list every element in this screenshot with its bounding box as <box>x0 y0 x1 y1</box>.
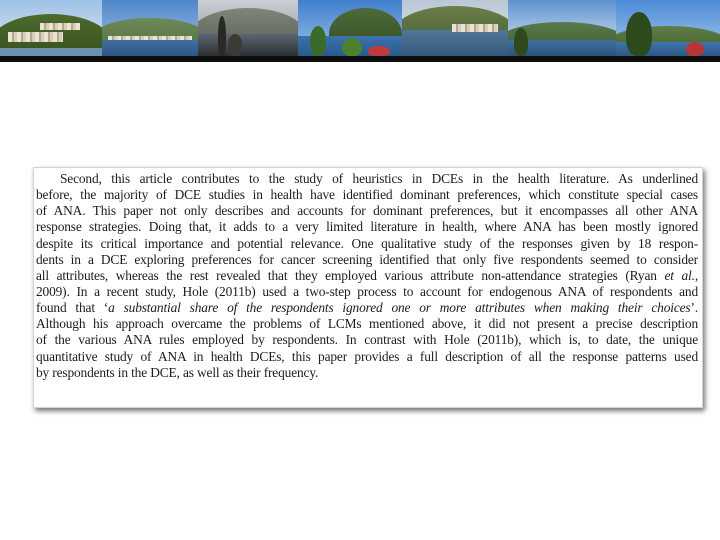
excerpt-line: quantitative study of ANA in health DCEs, this paper provides a full description of all the response patterns used <box>36 348 698 364</box>
excerpt-text: ’. <box>690 300 698 316</box>
excerpt-line: of the various ANA rules employed by respondents. In contrast with Hole (2011b), which is, to date, the unique <box>36 332 698 348</box>
banner-photo-hilltop-village <box>0 0 102 56</box>
excerpt-line: Second, this article contributes to the study of heuristics in DCEs in the health literature. As underlined <box>60 171 698 186</box>
banner-photo-lakeside-promenade <box>198 0 298 56</box>
banner-photo-aerial-lake-view <box>402 0 508 56</box>
excerpt-line: dents in a DCE exploring preferences for cancer screening identified that only five respondents seemed to consider <box>36 251 698 267</box>
excerpt-line: despite its critical importance and potential relevance. One qualitative study of the responses given by 18 respon- <box>36 235 698 251</box>
excerpt-line: before, the majority of DCE studies in health have identified dominant preferences, which constitute special cases <box>36 187 698 203</box>
excerpt-italic: et al. <box>664 267 695 283</box>
excerpt-line: 2009). In a recent study, Hole (2011b) used a two-step process to account for endogenous ANA of respondents and <box>36 283 698 299</box>
banner-photo-palm-lakeside <box>616 0 720 56</box>
excerpt-line-quote <box>36 300 698 316</box>
excerpt-quote: a substantial share of the respondents ignored one or more attributes when making their choices <box>108 300 691 316</box>
banner-photo-mountain-lake-gardens <box>298 0 402 56</box>
excerpt-line: Although his approach overcame the problems of LCMs mentioned above, it did not present a precise description <box>36 316 698 332</box>
banner-photo-cloudy-lake-valley <box>508 0 616 56</box>
excerpt-line: of ANA. This paper not only describes and accounts for dominant preferences, but it encompasses all other ANA <box>36 203 698 219</box>
banner-photo-lake-city-panorama <box>102 0 198 56</box>
excerpt-text: , <box>694 267 699 283</box>
photo-banner <box>0 0 720 56</box>
paper-excerpt <box>33 167 703 408</box>
excerpt-line: by respondents in the DCE, as well as their frequency. <box>36 364 319 380</box>
excerpt-text: all attributes, whereas the rest revealed that they employed various attribute non-attendance strategies (Ryan <box>36 267 657 283</box>
excerpt-text: found that ‘ <box>36 300 109 316</box>
excerpt-line-citation <box>36 268 698 284</box>
banner-divider <box>0 56 720 62</box>
excerpt-line: response strategies. Doing that, it adds to a very limited literature in health, where ANA has been mostly ignored <box>36 219 698 235</box>
